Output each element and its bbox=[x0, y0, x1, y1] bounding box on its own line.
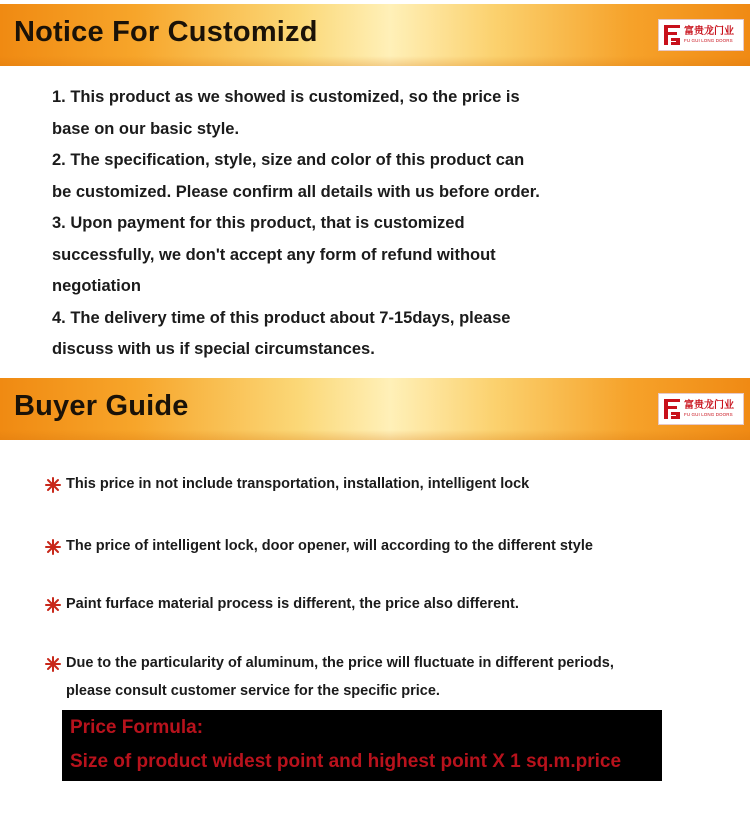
brand-logo bbox=[658, 19, 744, 51]
notice-header-banner bbox=[0, 4, 750, 66]
asterisk-star-icon bbox=[45, 539, 61, 555]
guide-item bbox=[45, 476, 529, 498]
notice-line: negotiation bbox=[52, 277, 141, 295]
asterisk-star-icon bbox=[45, 656, 61, 672]
asterisk-star-icon bbox=[45, 477, 61, 493]
price-formula-text: Size of product widest point and highest point X 1 sq.m.price bbox=[70, 751, 622, 772]
guide-item bbox=[45, 655, 614, 705]
fg-logo-icon bbox=[663, 398, 681, 420]
logo-chinese-text: 富贵龙门业 bbox=[684, 25, 734, 37]
price-formula-box bbox=[62, 710, 662, 781]
notice-line: successfully, we don't accept any form of refund without bbox=[52, 245, 496, 264]
notice-line: 4. The delivery time of this product about 7-15days, please bbox=[52, 308, 511, 327]
notice-line: 1. This product as we showed is customized, so the price is bbox=[52, 88, 520, 106]
price-formula-title: Price Formula: bbox=[70, 717, 204, 738]
guide-item-text: Due to the particularity of aluminum, the price will fluctuate in different periods, bbox=[66, 655, 614, 671]
brand-logo bbox=[658, 393, 744, 425]
guide-item-text: The price of intelligent lock, door opener, will according to the different style bbox=[66, 538, 593, 554]
guide-item bbox=[45, 538, 593, 560]
notice-line: 2. The specification, style, size and color of this product can bbox=[52, 151, 525, 169]
guide-item-text: This price in not include transportation, installation, intelligent lock bbox=[66, 476, 530, 492]
notice-list bbox=[52, 82, 652, 366]
fg-logo-icon bbox=[663, 24, 681, 46]
guide-title: Buyer Guide bbox=[14, 390, 189, 422]
notice-line: be customized. Please confirm all details with us before order. bbox=[52, 182, 540, 201]
logo-english-text: FU GUI LONG DOORS bbox=[684, 411, 733, 417]
logo-chinese-text: 富贵龙门业 bbox=[684, 399, 734, 411]
notice-line: 3. Upon payment for this product, that is customized bbox=[52, 214, 465, 232]
asterisk-star-icon bbox=[45, 597, 61, 613]
notice-line: discuss with us if special circumstances. bbox=[52, 340, 375, 358]
notice-title: Notice For Customizd bbox=[14, 16, 318, 48]
logo-english-text: FU GUI LONG DOORS bbox=[684, 37, 733, 43]
guide-item-text-continued: please consult customer service for the specific price. bbox=[66, 683, 440, 699]
guide-item-text: Paint furface material process is different, the price also different. bbox=[66, 596, 519, 612]
guide-header-banner bbox=[0, 378, 750, 440]
notice-line: base on our basic style. bbox=[52, 119, 240, 138]
guide-item bbox=[45, 596, 519, 618]
